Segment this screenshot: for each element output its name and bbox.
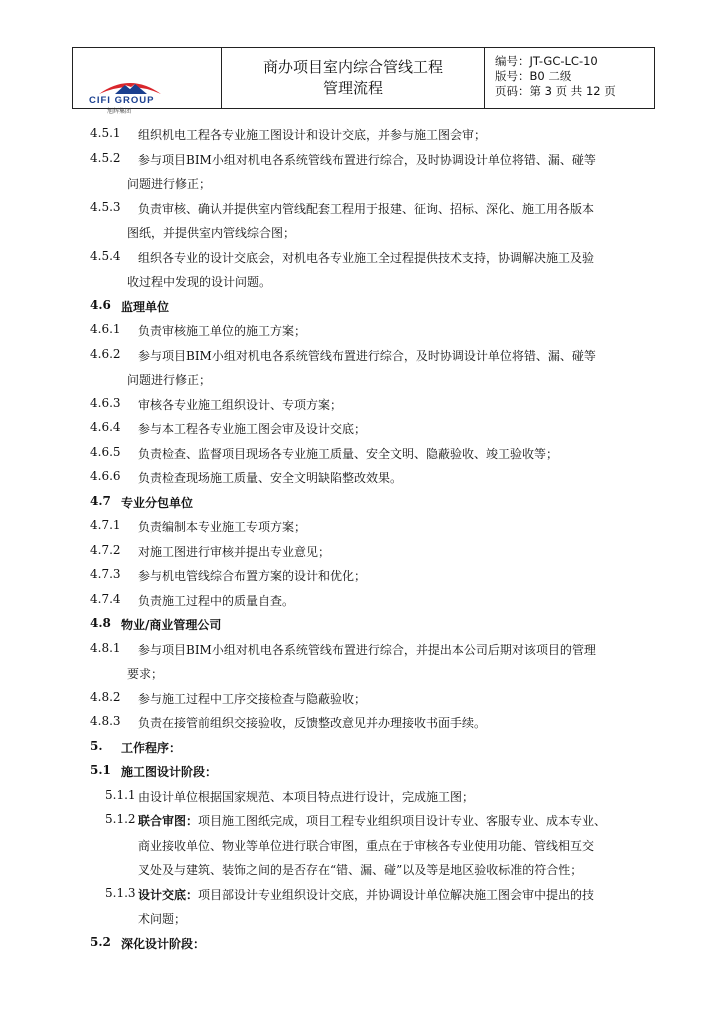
item-keyword: 设计交底：: [138, 887, 199, 902]
list-item: [0, 834, 724, 859]
section-number: 5.: [90, 738, 103, 753]
item-text: [138, 812, 606, 829]
item-text-continued: 图纸，并提供室内管线综合图；: [127, 226, 296, 240]
doc-version: 版号：B0 二级: [495, 69, 572, 83]
list-item: [0, 246, 724, 271]
section-title: 监理单位: [121, 299, 170, 314]
item-text-continued: 术问题；: [138, 912, 187, 926]
item-text: 参与本工程各专业施工图会审及设计交底；: [138, 422, 367, 436]
item-text-continued: 叉处及与建筑、装饰之间的是否存在“错、漏、碰”以及等是地区验收标准的符合性；: [138, 863, 583, 877]
list-item: [0, 564, 724, 589]
logo-text-cn: 旭辉集团: [107, 108, 132, 115]
section-heading: [0, 932, 724, 957]
list-item: [0, 417, 724, 442]
item-text: 负责审核、确认并提供室内管线配套工程用于报建、征询、招标、深化、施工用各版本: [138, 201, 595, 216]
cifi-logo-icon: [95, 78, 165, 96]
logo-cell: [73, 48, 222, 115]
item-text: 参与项目BIM小组对机电各系统管线布置进行综合，并提出本公司后期对该项目的管理: [138, 642, 596, 657]
item-text: 负责检查、监督项目现场各专业施工质量、安全文明、隐蔽验收、竣工验收等；: [138, 446, 559, 461]
item-number: 4.8.1: [90, 640, 121, 655]
list-item: [0, 515, 724, 540]
item-number: 4.5.2: [90, 150, 121, 165]
list-item: [0, 662, 724, 687]
item-text-continued: 收过程中发现的设计问题。: [127, 275, 272, 289]
item-text: 负责在接管前组织交接验收，反馈整改意见并办理接收书面手续。: [138, 716, 487, 730]
section-heading: [0, 295, 724, 320]
list-item: [0, 123, 724, 148]
list-item: [0, 221, 724, 246]
list-item: [0, 466, 724, 491]
item-text: [138, 788, 474, 805]
section-title: 深化设计阶段：: [121, 936, 206, 951]
list-item: [0, 540, 724, 565]
item-text-continued: 要求；: [127, 667, 164, 681]
item-text: 负责审核施工单位的施工方案；: [138, 324, 307, 338]
item-number: 4.8.2: [90, 689, 121, 704]
item-text-continued: 商业接收单位、物业等单位进行联合审图，重点在于审核各专业使用功能、管线相互交: [138, 838, 595, 853]
item-keyword: 联合审图：: [138, 814, 199, 828]
item-number: 5.1.3: [105, 885, 136, 900]
item-number: 4.5.3: [90, 199, 121, 214]
item-text: [138, 886, 594, 903]
item-text: 负责施工过程中的质量自查。: [138, 593, 295, 608]
item-number: 4.6.5: [90, 444, 121, 459]
section-heading: [0, 760, 724, 785]
section-number: 5.1: [90, 763, 111, 777]
item-number: 4.8.3: [90, 714, 121, 728]
list-item: [0, 907, 724, 932]
section-heading: [0, 736, 724, 761]
item-text: 组织各专业的设计交底会，对机电各专业施工全过程提供技术支持，协调解决施工及验: [138, 250, 595, 265]
list-item: [0, 319, 724, 344]
item-text: 审核各专业施工组织设计、专项方案；: [138, 397, 343, 412]
item-number: 4.5.1: [90, 126, 121, 140]
item-number: 4.7.2: [90, 542, 121, 557]
document-title: [222, 48, 485, 108]
list-item: [0, 442, 724, 467]
item-text-continued: 问题进行修正；: [127, 373, 212, 387]
item-number: 5.1.2: [105, 812, 136, 826]
item-number: 4.7.3: [90, 567, 121, 581]
list-item: [0, 368, 724, 393]
item-body: 项目施工图纸完成，项目工程专业组织项目设计专业、客服专业、成本专业、: [198, 814, 607, 828]
section-title: 物业/商业管理公司: [121, 618, 222, 632]
item-text: 参与项目BIM小组对机电各系统管线布置进行综合，及时协调设计单位将错、漏、碰等: [138, 348, 596, 363]
list-item: [0, 785, 724, 810]
item-text: 参与施工过程中工序交接检查与隐蔽验收；: [138, 691, 367, 706]
section-title: 施工图设计阶段：: [121, 765, 218, 779]
item-body: 项目部设计专业组织设计交底，并协调设计单位解决施工图会审中提出的技: [198, 887, 595, 902]
item-text: 负责编制本专业施工专项方案；: [138, 520, 307, 534]
section-heading: [0, 491, 724, 516]
item-text: 组织机电工程各专业施工图设计和设计交底，并参与施工图会审；: [138, 128, 487, 142]
item-number: 4.6.3: [90, 395, 121, 410]
title-line-2: 管理流程: [322, 79, 383, 97]
item-text: 对施工图进行审核并提出专业意见；: [138, 544, 331, 559]
list-item: [0, 344, 724, 369]
list-item: [0, 858, 724, 883]
item-number: 5.1.1: [105, 787, 136, 802]
document-header: [72, 47, 655, 115]
document-info: [485, 48, 654, 108]
list-item: [0, 638, 724, 663]
section-title: 工作程序：: [121, 740, 182, 755]
item-number: 4.6.6: [90, 469, 121, 483]
list-item: [0, 883, 724, 908]
item-number: 4.6.4: [90, 420, 121, 434]
item-body: 由设计单位根据国家规范、本项目特点进行设计，完成施工图；: [138, 789, 475, 804]
item-number: 4.7.4: [90, 591, 121, 606]
section-number: 4.7: [90, 493, 111, 508]
list-item: [0, 687, 724, 712]
list-item: [0, 148, 724, 173]
item-number: 4.6.1: [90, 322, 121, 336]
item-number: 4.6.2: [90, 346, 121, 361]
logo-text-en: CIFI GROUP: [89, 95, 155, 106]
page-indicator: 页码：第 3 页 共 12 页: [495, 84, 616, 98]
item-text: 负责检查现场施工质量、安全文明缺陷整改效果。: [138, 471, 403, 485]
list-item: [0, 809, 724, 834]
list-item: [0, 197, 724, 222]
item-text: 参与机电管线综合布置方案的设计和优化；: [138, 569, 367, 583]
document-body: [0, 123, 724, 956]
list-item: [0, 711, 724, 736]
list-item: [0, 589, 724, 614]
section-number: 5.2: [90, 934, 111, 949]
section-heading: [0, 613, 724, 638]
list-item: [0, 393, 724, 418]
item-number: 4.5.4: [90, 248, 121, 263]
item-number: 4.7.1: [90, 518, 121, 532]
doc-number: 编号：JT-GC-LC-10: [495, 54, 598, 68]
list-item: [0, 172, 724, 197]
item-text: 参与项目BIM小组对机电各系统管线布置进行综合，及时协调设计单位将错、漏、碰等: [138, 152, 596, 167]
section-number: 4.6: [90, 297, 111, 312]
list-item: [0, 270, 724, 295]
section-title: 专业分包单位: [121, 495, 194, 510]
item-text-continued: 问题进行修正；: [127, 177, 212, 191]
section-number: 4.8: [90, 616, 111, 630]
title-line-1: 商办项目室内综合管线工程: [262, 58, 443, 76]
